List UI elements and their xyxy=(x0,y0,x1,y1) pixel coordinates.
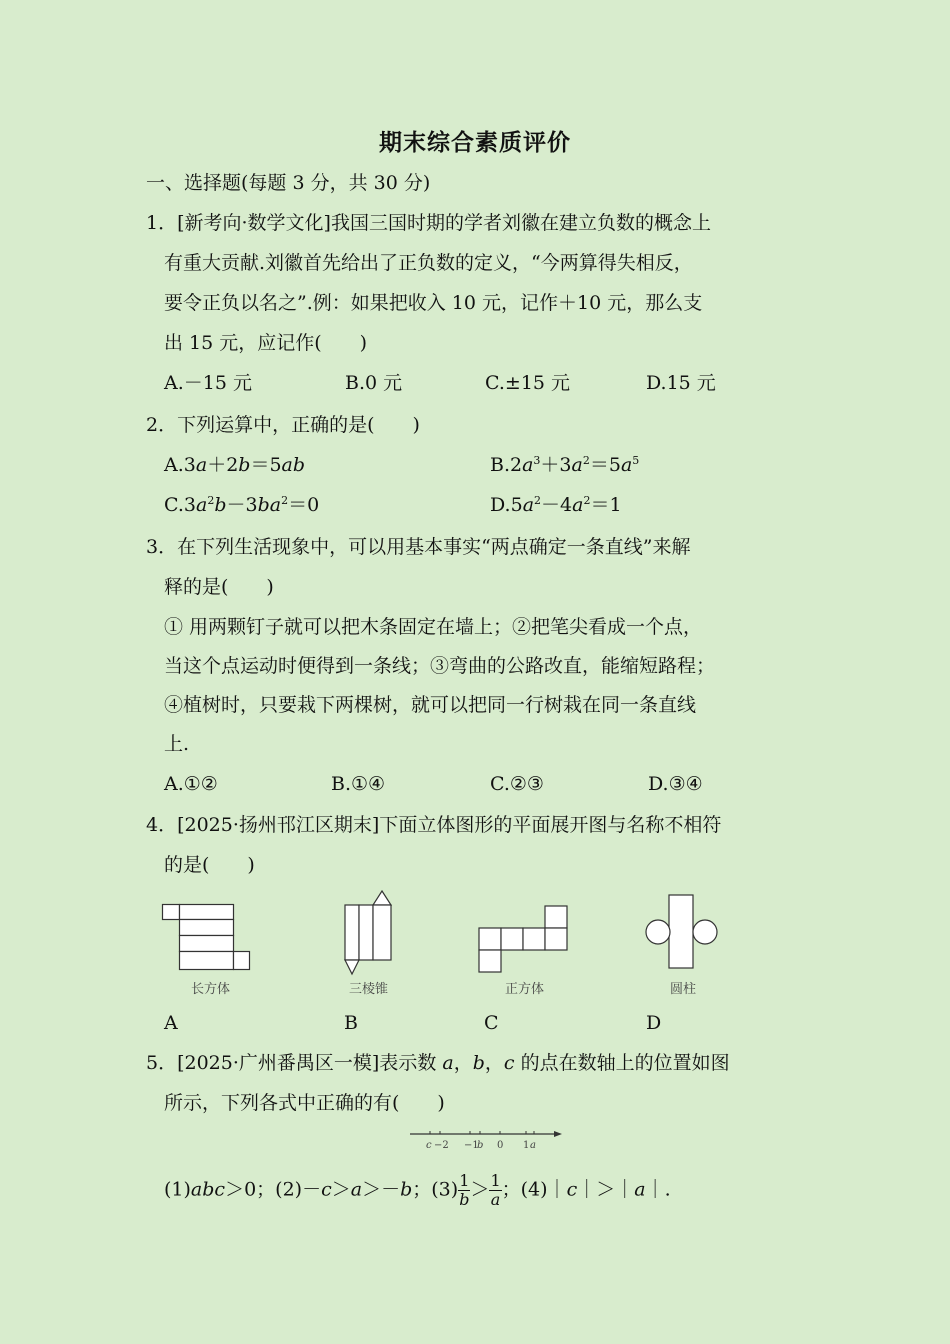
question-2-option-c[interactable]: $C.3a^2b-3ba^2=0$ xyxy=(164,494,320,516)
question-1-option-b[interactable]: B.0 元 xyxy=(345,372,403,394)
question-3-line-5: ④植树时，只要栽下两棵树，就可以把同一行树栽在同一条直线 xyxy=(164,694,697,716)
net-figure-d xyxy=(645,894,721,970)
numberline-label-1: 1 xyxy=(523,1140,530,1151)
question-2-option-d[interactable]: $D.5a^2-4a^2=1$ xyxy=(490,494,622,516)
question-3-line-4: 当这个点运动时便得到一条线；③弯曲的公路改直，能缩短路程； xyxy=(164,655,716,677)
question-4-line-2: 的是( ) xyxy=(164,854,255,876)
section-heading: 一、选择题(每题 3 分，共 30 分) xyxy=(146,172,431,194)
figure-c-caption: 正方体 xyxy=(505,982,545,997)
numberline-label-a: a xyxy=(530,1140,536,1151)
number-line xyxy=(408,1128,564,1154)
question-1-line-3: 要令正负以名之”.例：如果把收入 10 元，记作＋10 元，那么支 xyxy=(164,292,703,314)
question-5-line-2: 所示，下列各式中正确的有( ) xyxy=(164,1092,445,1114)
question-3-option-d[interactable]: D.③④ xyxy=(648,773,703,795)
question-2-stem: 2．下列运算中，正确的是( ) xyxy=(146,414,420,436)
question-3-line-6: 上. xyxy=(164,733,190,755)
numberline-label-b: b xyxy=(477,1140,484,1151)
numberline-label-neg1: −1 xyxy=(464,1140,479,1151)
question-1-line-2: 有重大贡献.刘徽首先给出了正负数的定义，“今两算得失相反， xyxy=(164,252,693,274)
question-4-option-a[interactable]: A xyxy=(164,1012,178,1034)
question-1-option-a[interactable]: A.－15 元 xyxy=(164,372,252,394)
question-1-line-4: 出 15 元，应记作( ) xyxy=(164,332,368,354)
question-4-option-c[interactable]: C xyxy=(484,1012,499,1034)
figure-b-caption: 三棱锥 xyxy=(349,982,389,997)
question-3-line-3: ① 用两颗钉子就可以把木条固定在墙上；②把笔尖看成一个点， xyxy=(164,616,703,638)
question-2-option-a[interactable]: A.3a＋2b＝5ab xyxy=(164,454,306,476)
question-5-line-1: 5．[2025·广州番禺区一模]表示数 a，b，c 的点在数轴上的位置如图 xyxy=(146,1052,730,1074)
question-3-line-2: 释的是( ) xyxy=(164,576,274,598)
question-2-option-b[interactable]: $B.2a^3+3a^2=5a^5$ xyxy=(490,454,640,476)
question-4-option-d[interactable]: D xyxy=(646,1012,662,1034)
question-4-line-1: 4．[2025·扬州邗江区期末]下面立体图形的平面展开图与名称不相符 xyxy=(146,814,722,836)
figure-d-caption: 圆柱 xyxy=(670,982,697,997)
numberline-label-c: c xyxy=(426,1140,432,1151)
figure-a-caption: 长方体 xyxy=(191,982,231,997)
page-title: 期末综合素质评价 xyxy=(379,130,571,156)
question-1-option-d[interactable]: D.15 元 xyxy=(646,372,716,394)
question-3-line-1: 3．在下列生活现象中，可以用基本事实“两点确定一条直线”来解 xyxy=(146,536,691,558)
question-1-line-1: 1．[新考向·数学文化]我国三国时期的学者刘徽在建立负数的概念上 xyxy=(146,212,711,234)
numberline-label-0: 0 xyxy=(497,1140,504,1151)
question-3-option-b[interactable]: B.①④ xyxy=(331,773,386,795)
net-figure-b xyxy=(344,890,404,976)
question-3-option-c[interactable]: C.②③ xyxy=(490,773,544,795)
numberline-label-neg2: −2 xyxy=(434,1140,449,1151)
question-1-option-c[interactable]: C.±15 元 xyxy=(485,372,571,394)
net-figure-a xyxy=(162,904,252,972)
question-4-option-b[interactable]: B xyxy=(344,1012,358,1034)
question-3-option-a[interactable]: A.①② xyxy=(164,773,218,795)
question-5-statements: (1)abc＞0；(2)－c＞a＞－b；(3) $\frac{1}{b}$ ＞ $\frac{1}{a}$ ；(4)｜c｜＞｜a｜. xyxy=(164,1171,671,1209)
net-figure-c xyxy=(478,905,570,973)
